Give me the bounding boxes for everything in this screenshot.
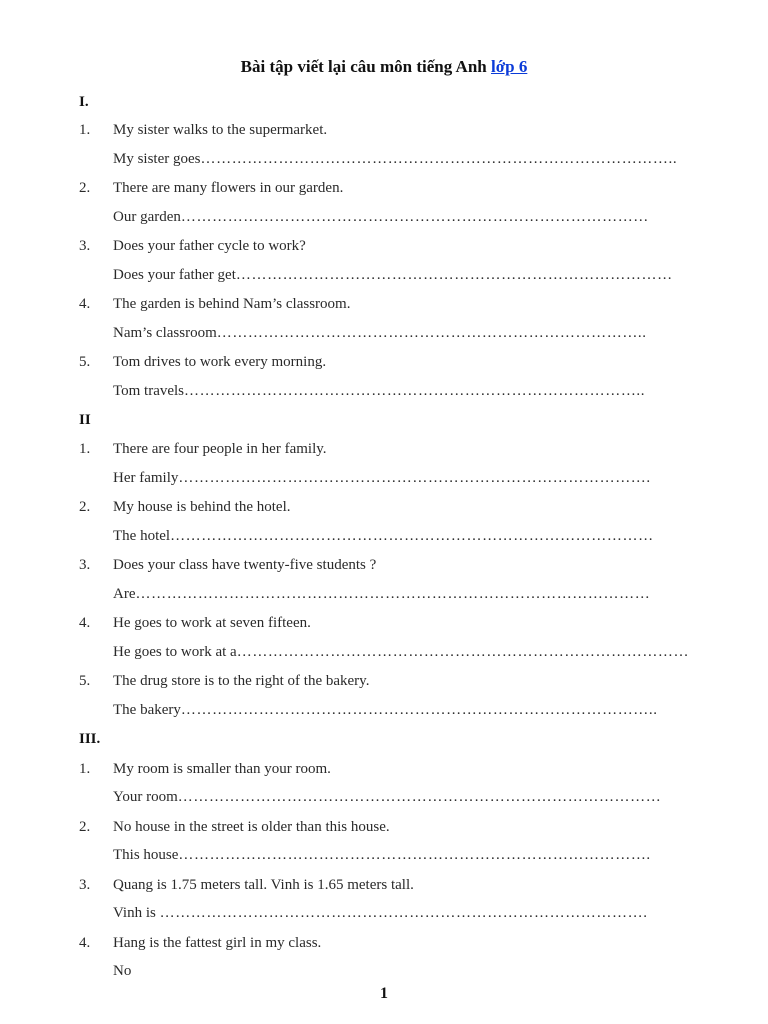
page-number: 1 (380, 985, 388, 1002)
answer-prompt: Vinh is (113, 905, 160, 921)
answer-line (113, 323, 647, 343)
question-text: Does your class have twenty-five students ? (113, 557, 377, 573)
answer-blank[interactable]: ……………………………………………………………………………….. (180, 702, 658, 718)
question-line (79, 817, 390, 837)
question-line (79, 294, 350, 314)
answer-line (113, 787, 661, 807)
answer-prompt: Tom travels (113, 383, 185, 399)
answer-line (113, 207, 649, 227)
answer-prompt: Nam’s classroom (113, 325, 217, 341)
answer-blank[interactable]: …………………………………………………………………………………. (159, 905, 648, 921)
answer-blank[interactable]: …………………………………………………………………………….. (184, 383, 646, 399)
answer-blank[interactable]: ………………………………………………………………………… (235, 267, 673, 283)
item-number: 1. (79, 122, 91, 138)
item-number: 3. (79, 877, 91, 893)
answer-prompt: Her family (113, 470, 179, 486)
section-heading: I. (79, 94, 89, 110)
item-number: 2. (79, 819, 91, 835)
question-line (79, 555, 376, 575)
answer-blank[interactable]: ……………………………………………………………………………………… (135, 586, 651, 602)
question-text: There are many flowers in our garden. (113, 180, 344, 196)
item-number: 4. (79, 296, 91, 312)
question-text: Hang is the fattest girl in my class. (113, 935, 322, 951)
question-text: Does your father cycle to work? (113, 238, 306, 254)
answer-blank[interactable]: ……………………………………………………………………………….. (200, 151, 678, 167)
item-number: 3. (79, 557, 91, 573)
answer-line (113, 961, 131, 981)
question-text: My room is smaller than your room. (113, 761, 331, 777)
question-line (79, 759, 331, 779)
answer-prompt: Our garden (113, 209, 181, 225)
answer-blank[interactable]: ………………………………………………………………………………… (177, 789, 662, 805)
question-line (79, 439, 327, 459)
answer-prompt: Does your father get (113, 267, 236, 283)
item-number: 1. (79, 761, 91, 777)
answer-blank[interactable]: ……………………………………………………………………………… (180, 209, 649, 225)
answer-line (113, 265, 673, 285)
answer-line (113, 700, 658, 720)
answer-blank[interactable]: ……………………………………………………………………….. (216, 325, 647, 341)
answer-prompt: He goes to work at a (113, 644, 237, 660)
answer-blank[interactable]: …………………………………………………………………………… (236, 644, 690, 660)
question-text: Tom drives to work every morning. (113, 354, 327, 370)
document-title (0, 57, 768, 77)
item-number: 4. (79, 615, 91, 631)
question-text: My sister walks to the supermarket. (113, 122, 328, 138)
question-line (79, 613, 311, 633)
item-number: 3. (79, 238, 91, 254)
answer-line (113, 381, 645, 401)
title-text: Bài tập viết lại câu môn tiếng Anh (240, 57, 491, 76)
question-text: He goes to work at seven fifteen. (113, 615, 311, 631)
answer-line (113, 845, 651, 865)
grade-link[interactable]: lớp 6 (490, 57, 528, 76)
answer-line (113, 526, 654, 546)
item-number: 5. (79, 673, 91, 689)
question-line (79, 933, 321, 953)
question-text: My house is behind the hotel. (113, 499, 291, 515)
question-text: The drug store is to the right of the bakery. (113, 673, 370, 689)
item-number: 2. (79, 180, 91, 196)
question-line (79, 352, 326, 372)
question-line (79, 497, 290, 517)
answer-line (113, 584, 650, 604)
answer-prompt: The bakery (113, 702, 181, 718)
question-line (79, 671, 369, 691)
answer-prompt: This house (113, 847, 179, 863)
answer-prompt: Are (113, 586, 136, 602)
question-text: The garden is behind Nam’s classroom. (113, 296, 351, 312)
question-line (79, 120, 327, 140)
item-number: 5. (79, 354, 91, 370)
answer-prompt: Your room (113, 789, 178, 805)
answer-prompt: No (113, 963, 132, 979)
answer-line (113, 468, 651, 488)
answer-line (113, 642, 689, 662)
question-text: Quang is 1.75 meters tall. Vinh is 1.65 meters tall. (113, 877, 414, 893)
question-line (79, 178, 343, 198)
item-number: 4. (79, 935, 91, 951)
item-number: 2. (79, 499, 91, 515)
question-text: No house in the street is older than this house. (113, 819, 390, 835)
answer-prompt: My sister goes (113, 151, 201, 167)
answer-prompt: The hotel (113, 528, 171, 544)
answer-blank[interactable]: ………………………………………………………………………………… (170, 528, 654, 544)
section-heading: II (79, 412, 91, 428)
section-heading: III. (79, 731, 101, 747)
answer-line (113, 149, 677, 169)
answer-blank[interactable]: ………………………………………………………………………………. (178, 470, 651, 486)
question-line (79, 236, 306, 256)
item-number: 1. (79, 441, 91, 457)
answer-line (113, 903, 648, 923)
question-text: There are four people in her family. (113, 441, 327, 457)
question-line (79, 875, 414, 895)
answer-blank[interactable]: ………………………………………………………………………………. (178, 847, 651, 863)
